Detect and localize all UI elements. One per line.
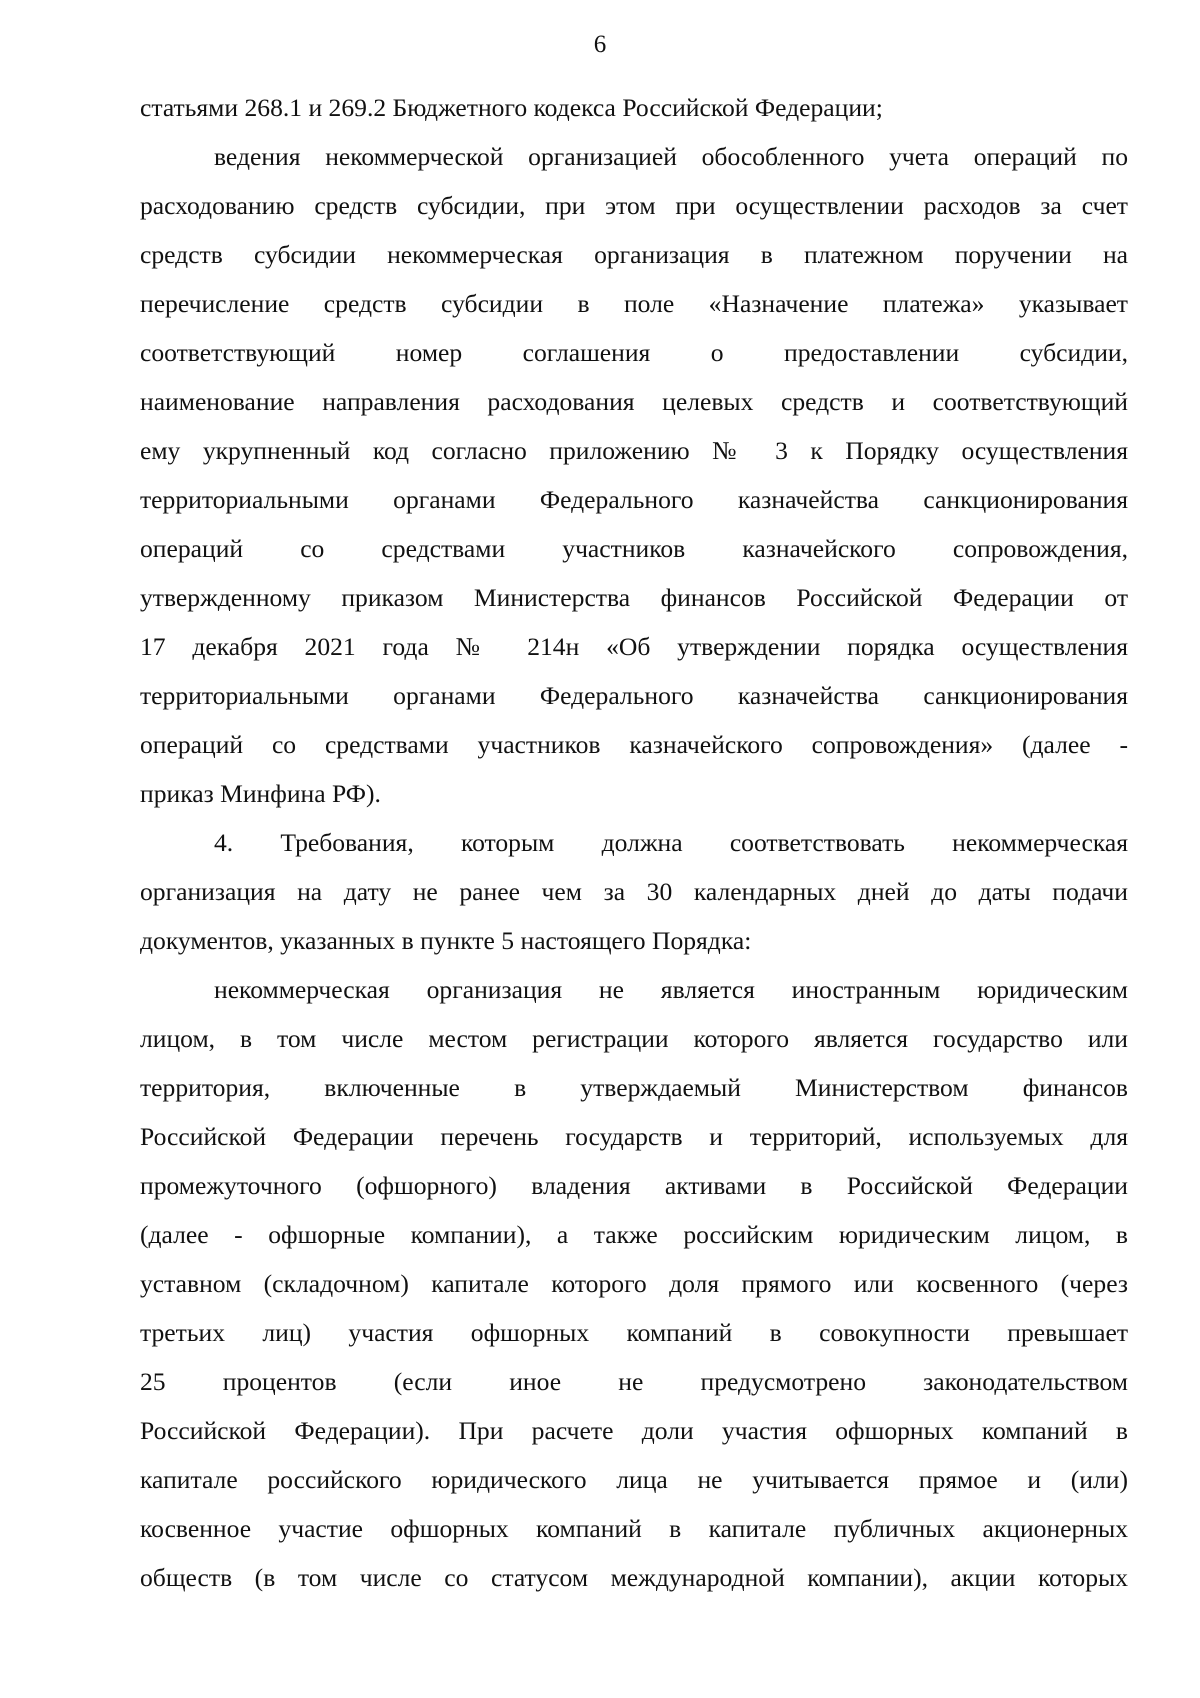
- text-line: территориальными органами Федерального казначейства санкционирования: [140, 485, 1128, 514]
- text-line: 17 декабря 2021 года № 214н «Об утверждении порядка осуществления: [140, 632, 1128, 661]
- text-line: капитале российского юридического лица не учитывается прямое и (или): [140, 1465, 1128, 1494]
- text-line: утвержденному приказом Министерства финансов Российской Федерации от: [140, 583, 1128, 612]
- document-body: [140, 83, 1128, 1602]
- text-line: статьями 268.1 и 269.2 Бюджетного кодекса Российской Федерации;: [140, 93, 883, 122]
- page-number: 6: [593, 31, 607, 58]
- text-line: перечисление средств субсидии в поле «Назначение платежа» указывает: [140, 289, 1128, 318]
- text-line: средств субсидии некоммерческая организация в платежном поручении на: [140, 240, 1128, 269]
- text-line: обществ (в том числе со статусом международной компании), акции которых: [140, 1563, 1128, 1592]
- text-line: территория, включенные в утверждаемый Министерством финансов: [140, 1073, 1128, 1102]
- text-line: территориальными органами Федерального казначейства санкционирования: [140, 681, 1128, 710]
- text-line: операций со средствами участников казначейского сопровождения» (далее -: [140, 730, 1128, 759]
- text-line: третьих лиц) участия офшорных компаний в совокупности превышает: [140, 1318, 1128, 1347]
- text-line: некоммерческая организация не является иностранным юридическим: [214, 975, 1128, 1004]
- text-line: 4. Требования, которым должна соответствовать некоммерческая: [214, 828, 1128, 857]
- text-line: Российской Федерации). При расчете доли участия офшорных компаний в: [140, 1416, 1128, 1445]
- text-line: (далее - офшорные компании), а также российским юридическим лицом, в: [140, 1220, 1128, 1249]
- text-line: документов, указанных в пункте 5 настоящего Порядка:: [140, 926, 752, 955]
- text-line: соответствующий номер соглашения о предоставлении субсидии,: [140, 338, 1128, 367]
- text-line: ему укрупненный код согласно приложению № 3 к Порядку осуществления: [140, 436, 1128, 465]
- text-line: 25 процентов (если иное не предусмотрено законодательством: [140, 1367, 1128, 1396]
- text-line: Российской Федерации перечень государств и территорий, используемых для: [140, 1122, 1128, 1151]
- text-line: расходованию средств субсидии, при этом при осуществлении расходов за счет: [140, 191, 1128, 220]
- text-line: уставном (складочном) капитале которого доля прямого или косвенного (через: [140, 1269, 1128, 1298]
- text-line: ведения некоммерческой организацией обособленного учета операций по: [214, 142, 1128, 171]
- text-line: операций со средствами участников казначейского сопровождения,: [140, 534, 1128, 563]
- text-line: промежуточного (офшорного) владения активами в Российской Федерации: [140, 1171, 1128, 1200]
- text-line: организация на дату не ранее чем за 30 календарных дней до даты подачи: [140, 877, 1128, 906]
- text-line: приказ Минфина РФ).: [140, 779, 381, 808]
- text-line: лицом, в том числе местом регистрации которого является государство или: [140, 1024, 1128, 1053]
- text-line: косвенное участие офшорных компаний в капитале публичных акционерных: [140, 1514, 1128, 1543]
- text-line: наименование направления расходования целевых средств и соответствующий: [140, 387, 1128, 416]
